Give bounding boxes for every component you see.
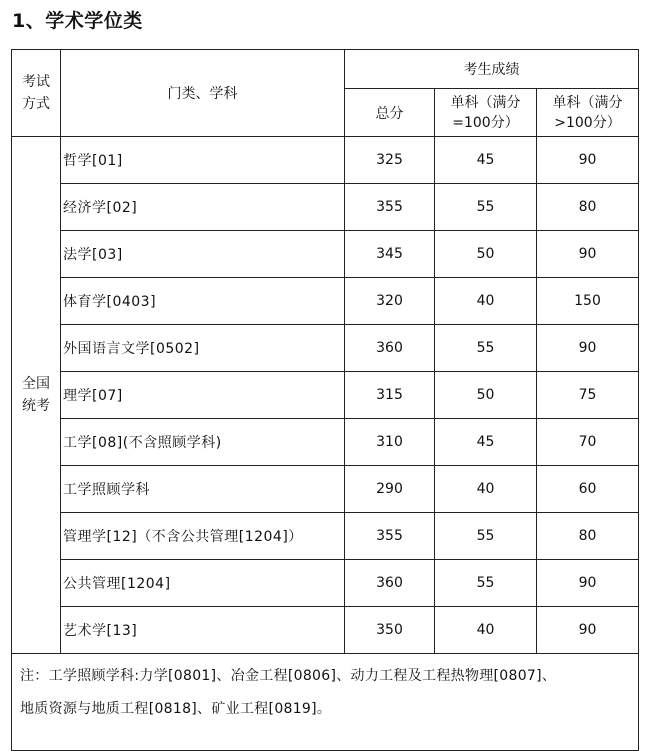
subject-cell: 管理学[12]（不含公共管理[1204]） [61, 513, 345, 560]
table-row [12, 419, 639, 466]
single-over100-cell: 80 [537, 184, 639, 231]
single-over100-cell: 90 [537, 231, 639, 278]
single-100-cell: 40 [435, 466, 537, 513]
subject-cell: 工学照顾学科 [61, 466, 345, 513]
single-100-cell: 55 [435, 513, 537, 560]
single-100-cell: 55 [435, 325, 537, 372]
total-cell: 320 [345, 278, 435, 325]
total-cell: 355 [345, 513, 435, 560]
note-row [12, 654, 639, 751]
single-over100-cell: 75 [537, 372, 639, 419]
single-over100-cell: 90 [537, 560, 639, 607]
table-row [12, 184, 639, 231]
total-cell: 310 [345, 419, 435, 466]
subject-cell: 哲学[01] [61, 137, 345, 184]
subject-cell: 外国语言文学[0502] [61, 325, 345, 372]
note-cell [12, 654, 639, 751]
table-row [12, 372, 639, 419]
header-exam-method-label: 考试方式 [22, 74, 50, 112]
single-100-cell: 40 [435, 278, 537, 325]
table-row [12, 137, 639, 184]
single-over100-cell: 90 [537, 607, 639, 654]
total-cell: 290 [345, 466, 435, 513]
table-row [12, 607, 639, 654]
single-over100-cell: 60 [537, 466, 639, 513]
single-100-cell: 45 [435, 419, 537, 466]
subject-cell: 体育学[0403] [61, 278, 345, 325]
subject-cell: 艺术学[13] [61, 607, 345, 654]
single-100-cell: 50 [435, 231, 537, 278]
table-row [12, 560, 639, 607]
total-cell: 315 [345, 372, 435, 419]
exam-method-cell [12, 137, 61, 654]
table-row [12, 278, 639, 325]
single-over100-cell: 150 [537, 278, 639, 325]
subject-cell: 理学[07] [61, 372, 345, 419]
total-cell: 355 [345, 184, 435, 231]
total-cell: 360 [345, 325, 435, 372]
single-100-cell: 50 [435, 372, 537, 419]
single-100-cell: 45 [435, 137, 537, 184]
table-row [12, 231, 639, 278]
header-single-100-label: 单科（满分=100分） [450, 94, 521, 131]
header-scores: 考生成绩 [345, 50, 639, 89]
single-over100-cell: 70 [537, 419, 639, 466]
total-cell: 345 [345, 231, 435, 278]
total-cell: 360 [345, 560, 435, 607]
subject-cell: 工学[08](不含照顾学科) [61, 419, 345, 466]
total-cell: 350 [345, 607, 435, 654]
single-100-cell: 40 [435, 607, 537, 654]
single-100-cell: 55 [435, 560, 537, 607]
header-single-100 [435, 89, 537, 137]
note-line-1: 注：工学照顾学科:力学[0801]、冶金工程[0806]、动力工程及工程热物理[0807]、 [20, 668, 557, 684]
table-row [12, 466, 639, 513]
table-row [12, 513, 639, 560]
header-row-1 [12, 50, 639, 89]
single-over100-cell: 90 [537, 137, 639, 184]
single-over100-cell: 80 [537, 513, 639, 560]
header-total: 总分 [345, 89, 435, 137]
subject-cell: 法学[03] [61, 231, 345, 278]
table-row [12, 325, 639, 372]
header-single-over100 [537, 89, 639, 137]
note-line-2: 地质资源与地质工程[0818]、矿业工程[0819]。 [20, 701, 332, 717]
total-cell: 325 [345, 137, 435, 184]
single-100-cell: 55 [435, 184, 537, 231]
header-category: 门类、学科 [61, 50, 345, 137]
score-table [11, 49, 639, 751]
section-title: 1、学术学位类 [12, 10, 143, 32]
subject-cell: 公共管理[1204] [61, 560, 345, 607]
header-single-over100-label: 单科（满分>100分） [552, 94, 623, 131]
exam-method-value: 全国统考 [22, 376, 50, 414]
header-exam-method [12, 50, 61, 137]
subject-cell: 经济学[02] [61, 184, 345, 231]
single-over100-cell: 90 [537, 325, 639, 372]
